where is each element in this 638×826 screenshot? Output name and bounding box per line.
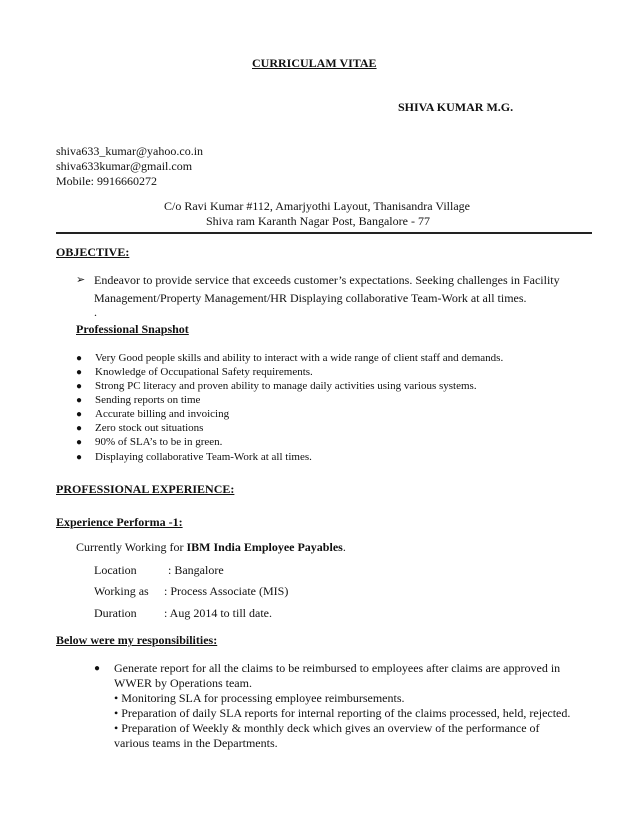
bullet-icon: ●: [76, 437, 83, 448]
working-as-value: : Process Associate (MIS): [164, 584, 289, 598]
snapshot-item: Sending reports on time: [95, 394, 201, 406]
snapshot-item: 90% of SLA’s to be in green.: [95, 436, 223, 448]
responsibility-line: • Monitoring SLA for processing employee reimbursements.: [114, 691, 405, 705]
experience-heading-text: PROFESSIONAL EXPERIENCE:: [56, 482, 235, 496]
email-primary[interactable]: shiva633_kumar@yahoo.co.in: [56, 144, 204, 158]
current-employment: [76, 540, 346, 555]
document-title: CURRICULAM VITAE: [252, 56, 377, 70]
snapshot-heading: Professional Snapshot: [76, 322, 189, 336]
bullet-icon: ●: [94, 663, 101, 674]
responsibilities-heading: Below were my responsibilities:: [56, 633, 218, 647]
location-value: : Bangalore: [168, 563, 224, 577]
bullet-icon: ●: [76, 367, 83, 378]
duration-value: : Aug 2014 to till date.: [164, 606, 272, 620]
experience-subheading: Experience Performa -1:: [56, 515, 183, 529]
experience-heading: [56, 482, 234, 497]
bullet-icon: ●: [76, 409, 83, 420]
snapshot-item: Zero stock out situations: [95, 422, 204, 434]
responsibility-line: various teams in the Departments.: [114, 736, 278, 750]
objective-line-1: Endeavor to provide service that exceeds customer’s expectations. Seeking challenges in Facility: [94, 273, 560, 287]
address-line-1: C/o Ravi Kumar #112, Amarjyothi Layout, Thanisandra Village: [164, 199, 471, 213]
responsibility-line: • Preparation of Weekly & monthly deck which gives an overview of the performance of: [114, 721, 540, 735]
working-as-label: Working as: [94, 584, 149, 598]
responsibility-line: • Preparation of daily SLA reports for internal reporting of the claims processed, held, rejected.: [114, 706, 571, 720]
candidate-name: SHIVA KUMAR M.G.: [398, 100, 514, 114]
current-suffix: .: [342, 540, 346, 554]
company-name: IBM India Employee Payables: [186, 540, 343, 554]
objective-line-2: Management/Property Management/HR Displaying collaborative Team-Work at all times.: [94, 291, 527, 305]
snapshot-item: Knowledge of Occupational Safety requirements.: [95, 366, 313, 378]
responsibility-line: WWER by Operations team.: [114, 676, 252, 690]
mobile-number: Mobile: 9916660272: [56, 174, 157, 188]
duration-label: Duration: [94, 606, 137, 620]
header-divider: [56, 232, 592, 234]
location-label: Location: [94, 563, 137, 577]
bullet-icon: ●: [76, 395, 83, 406]
arrow-bullet-icon: ➢: [76, 274, 86, 286]
bullet-icon: ●: [76, 423, 83, 434]
email-secondary[interactable]: shiva633kumar@gmail.com: [56, 159, 193, 173]
address-line-2: Shiva ram Karanth Nagar Post, Bangalore - 77: [206, 214, 430, 228]
bullet-icon: ●: [76, 381, 83, 392]
snapshot-item: Strong PC literacy and proven ability to manage daily activities using various systems.: [95, 380, 477, 392]
snapshot-item: Displaying collaborative Team-Work at all times.: [95, 451, 312, 463]
current-prefix: Currently Working for: [76, 540, 187, 554]
objective-dot: .: [94, 305, 97, 319]
responsibility-line: Generate report for all the claims to be reimbursed to employees after claims are approved in: [114, 661, 561, 675]
snapshot-item: Accurate billing and invoicing: [95, 408, 230, 420]
bullet-icon: ●: [76, 353, 83, 364]
objective-heading: OBJECTIVE:: [56, 245, 130, 259]
bullet-icon: ●: [76, 452, 83, 463]
snapshot-item: Very Good people skills and ability to interact with a wide range of client staff and demands.: [95, 352, 504, 364]
